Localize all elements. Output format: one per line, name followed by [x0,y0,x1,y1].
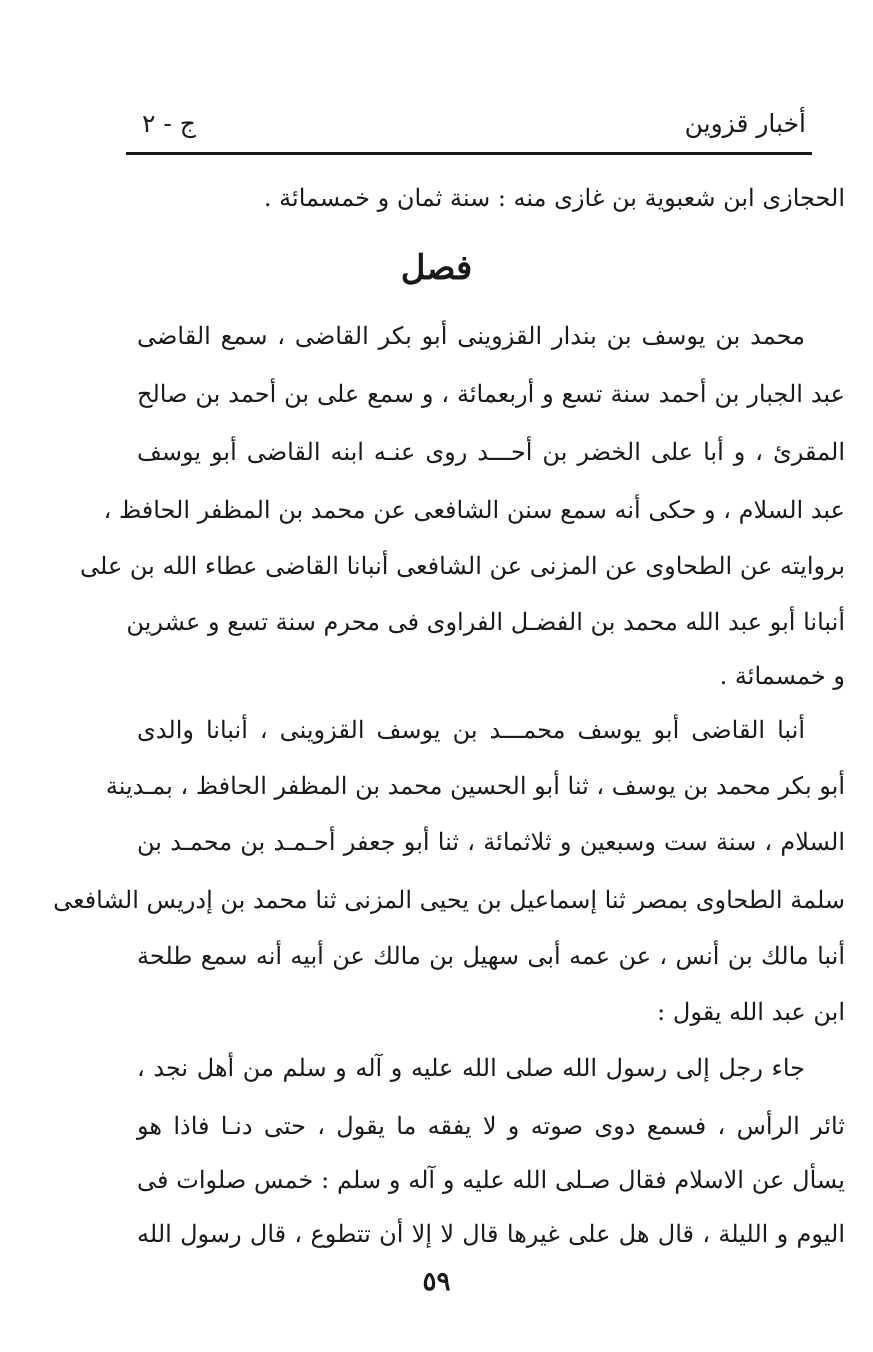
text-line: عبد السلام ، و حكى أنه سمع سنن الشافعى عن محمد بن المظفر الحافظ ، [103,496,845,524]
text-line: الحجازى ابن شعبوية بن غازى منه : سنة ثمان و خمسمائة . [263,184,845,212]
text-line: سلمة الطحاوى بمصر ثنا إسماعيل بن يحيى المزنى ثنا محمد بن إدريس الشافعى [53,886,845,914]
text-line: أنبا مالك بن أنس ، عن عمه أبى سهيل بن مالك عن أبيه أنه سمع طلحة [137,942,845,970]
text-line: السلام ، سنة ست وسبعين و ثلاثمائة ، ثنا أبو جعفر أحـمـد بن محمـد بن [137,828,845,856]
text-line: محمد بن يوسف بن بندار القزوينى أبو بكر القاضى ، سمع القاضى [137,322,805,350]
section-heading: فصل [400,248,473,288]
text-line: ابن عبد الله يقول : [657,998,845,1026]
text-line: أنبانا أبو عبد الله محمد بن الفضـل الفراوى فى محرم سنة تسع و عشرين [126,608,845,636]
page-number: ٥٩ [422,1267,451,1297]
text-line: اليوم و الليلة ، قال هل على غيرها قال لا إلا أن تتطوع ، قال رسول الله [137,1220,845,1248]
text-line: ثائر الرأس ، فسمع دوى صوته و لا يفقه ما يقول ، حتى دنـا فاذا هو [137,1112,845,1140]
text-line: أنبا القاضى أبو يوسف محمـــد بن يوسف القزوينى ، أنبانا والدى [137,716,805,744]
text-line: جاء رجل إلى رسول الله صلى الله عليه و آله و سلم من أهل نجد ، [137,1054,805,1082]
text-line: و خمسمائة . [719,662,845,690]
text-line: أبو بكر محمد بن يوسف ، ثنا أبو الحسين محمد بن المظفر الحافظ ، بمـدينة [105,772,845,800]
text-line: بروايته عن الطحاوى عن المزنى عن الشافعى أنبانا القاضى عطاء الله بن على [80,552,845,580]
text-line: عبد الجبار بن أحمد سنة تسع و أربعمائة ، و سمع على بن أحمد بن صالح [137,380,845,408]
text-line: يسأل عن الاسلام فقال صـلى الله عليه و آله و سلم : خمس صلوات فى [137,1166,845,1194]
running-header-title: أخبار قزوين [684,109,806,138]
running-header-volume: ج - ٢ [142,109,196,138]
text-line: المقرئ ، و أبا على الخضر بن أحـــد روى عنـه ابنه القاضى أبو يوسف [137,438,845,466]
running-header [128,104,810,148]
header-rule [126,152,812,155]
